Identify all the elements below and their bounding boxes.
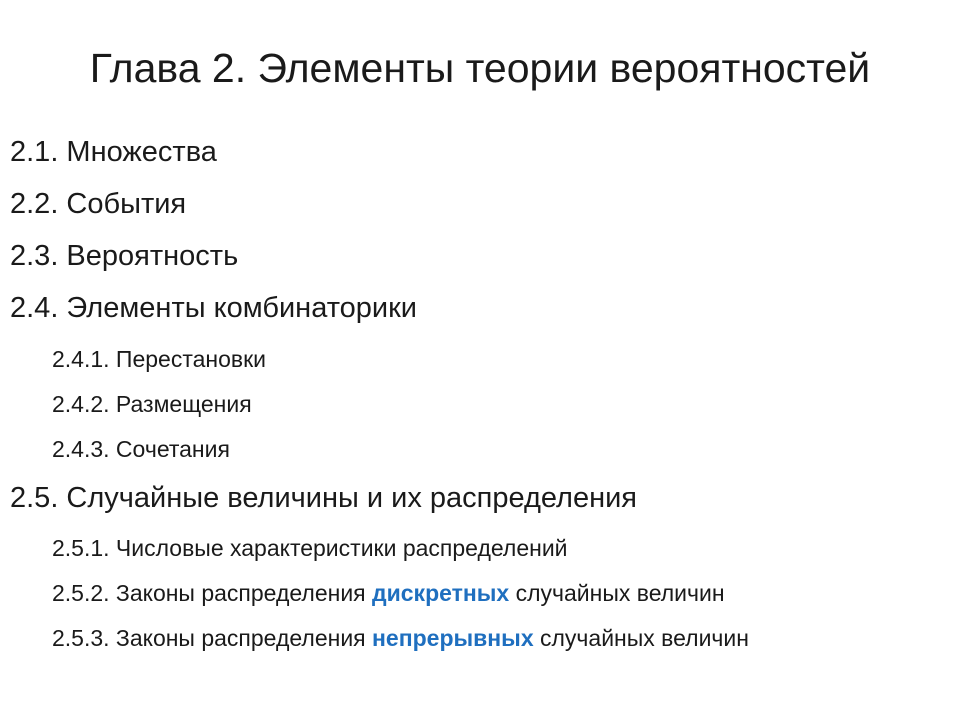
highlight-discrete: дискретных — [372, 580, 510, 606]
toc-subitem-suffix: случайных величин — [515, 580, 725, 606]
toc-item-2-5: 2.5. Случайные величины и их распределения — [10, 482, 638, 514]
slide-title: Глава 2. Элементы теории вероятностей — [89, 45, 871, 91]
highlight-continuous: непрерывных — [372, 625, 534, 651]
toc-subitem-2-5-1: 2.5.1. Числовые характеристики распределений — [52, 535, 568, 561]
toc-subitem-prefix: 2.5.2. Законы распределения — [52, 580, 366, 606]
toc-subitem-prefix: 2.5.3. Законы распределения — [52, 625, 366, 651]
toc-subitem-2-4-1: 2.4.1. Перестановки — [52, 346, 267, 372]
toc-subitem-2-5-3 — [52, 618, 749, 658]
toc-item-2-2: 2.2. События — [10, 188, 187, 220]
toc-subitem-2-5-2 — [52, 573, 725, 613]
toc-item-2-3: 2.3. Вероятность — [10, 240, 239, 272]
toc-subitem-2-4-2: 2.4.2. Размещения — [52, 391, 252, 417]
toc-subitem-2-4-3: 2.4.3. Сочетания — [52, 436, 230, 462]
toc-subitem-suffix: случайных величин — [540, 625, 749, 651]
toc-item-2-4: 2.4. Элементы комбинаторики — [10, 292, 417, 324]
toc-item-2-1: 2.1. Множества — [10, 136, 217, 168]
